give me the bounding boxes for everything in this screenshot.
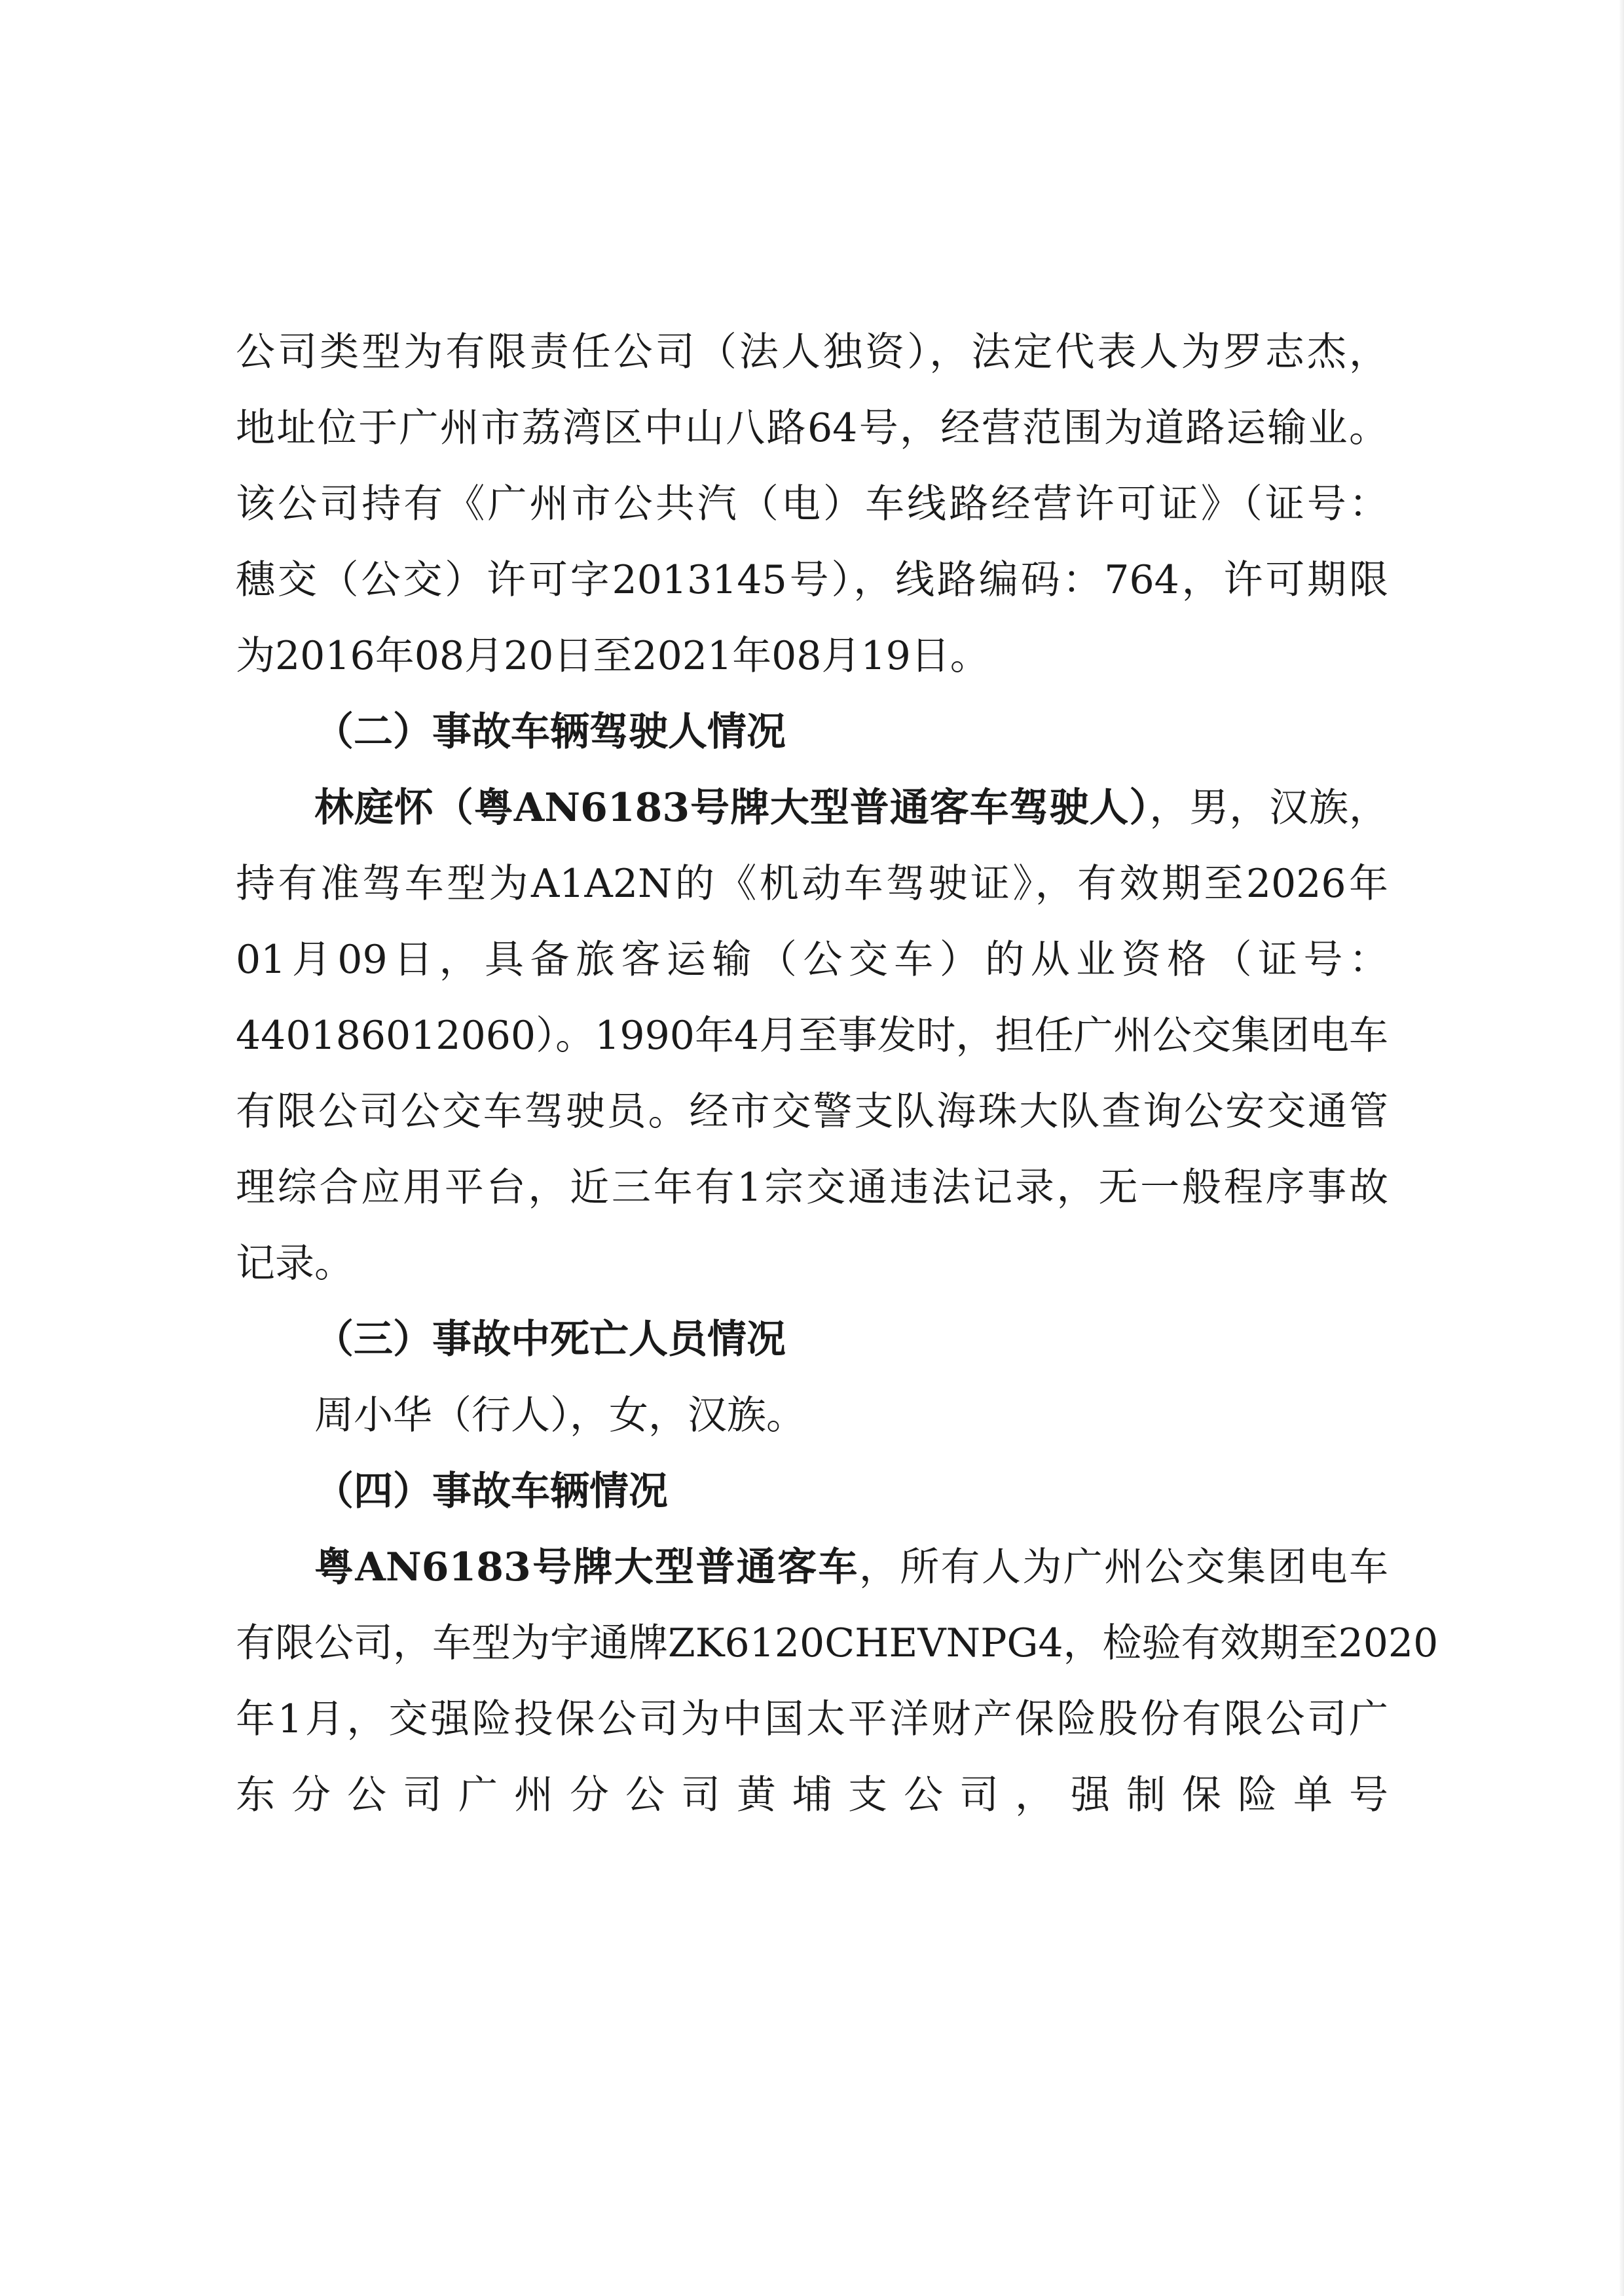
paragraph-line: 持有准驾车型为A1A2N的《机动车驾驶证》，有效期至2026年 [236,861,1388,907]
paragraph-line: 年1月，交强险投保公司为中国太平洋财产保险股份有限公司广 [236,1696,1388,1742]
section-heading: （四）事故车辆情况 [314,1468,668,1514]
scan-edge [1619,0,1624,2296]
paragraph-line: 地址位于广州市荔湾区中山八路64号，经营范围为道路运输业。 [236,405,1388,451]
paragraph-line: 01月09日，具备旅客运输（公交车）的从业资格（证号： [236,937,1388,983]
paragraph-line: 公司类型为有限责任公司（法人独资），法定代表人为罗志杰， [236,329,1388,375]
driver-paragraph [236,770,1388,1302]
paragraph-line [236,1529,1388,1605]
section-heading: （二）事故车辆驾驶人情况 [314,709,786,755]
vehicle-plate-bold: 粤AN6183号牌大型普通客车 [314,1544,859,1590]
paragraph-line: 440186012060）。1990年4月至事发时，担任广州公交集团电车 [236,1013,1388,1059]
paragraph-line: 有限公司，车型为宇通牌ZK6120CHEVNPG4，检验有效期至2020 [236,1620,1439,1666]
paragraph-line: 东分公司广州分公司黄埔支公司，强制保险单号 [236,1772,1388,1818]
paragraph-line: 该公司持有《广州市公共汽（电）车线路经营许可证》（证号： [236,481,1388,527]
section-heading: （三）事故中死亡人员情况 [314,1317,786,1362]
paragraph-line: 为2016年08月20日至2021年08月19日。 [236,633,989,679]
paragraph-line: 记录。 [236,1241,354,1286]
driver-lead-rest: ，男，汉族， [1149,785,1389,831]
vehicle-lead-rest: ，所有人为广州公交集团电车 [858,1544,1389,1590]
paragraph-line [236,770,1388,846]
driver-name-bold: 林庭怀（粤AN6183号牌大型普通客车驾驶人） [314,785,1150,831]
paragraph-line: 周小华（行人），女，汉族。 [314,1393,805,1438]
document-body [236,314,1439,1833]
company-paragraph [236,314,1388,694]
paragraph-line: 理综合应用平台，近三年有1宗交通违法记录，无一般程序事故 [236,1165,1388,1211]
paragraph-line: 有限公司公交车驾驶员。经市交警支队海珠大队查询公安交通管 [236,1089,1388,1135]
vehicle-paragraph [236,1529,1439,1833]
paragraph-line: 穗交（公交）许可字2013145号），线路编码：764，许可期限 [236,557,1388,603]
